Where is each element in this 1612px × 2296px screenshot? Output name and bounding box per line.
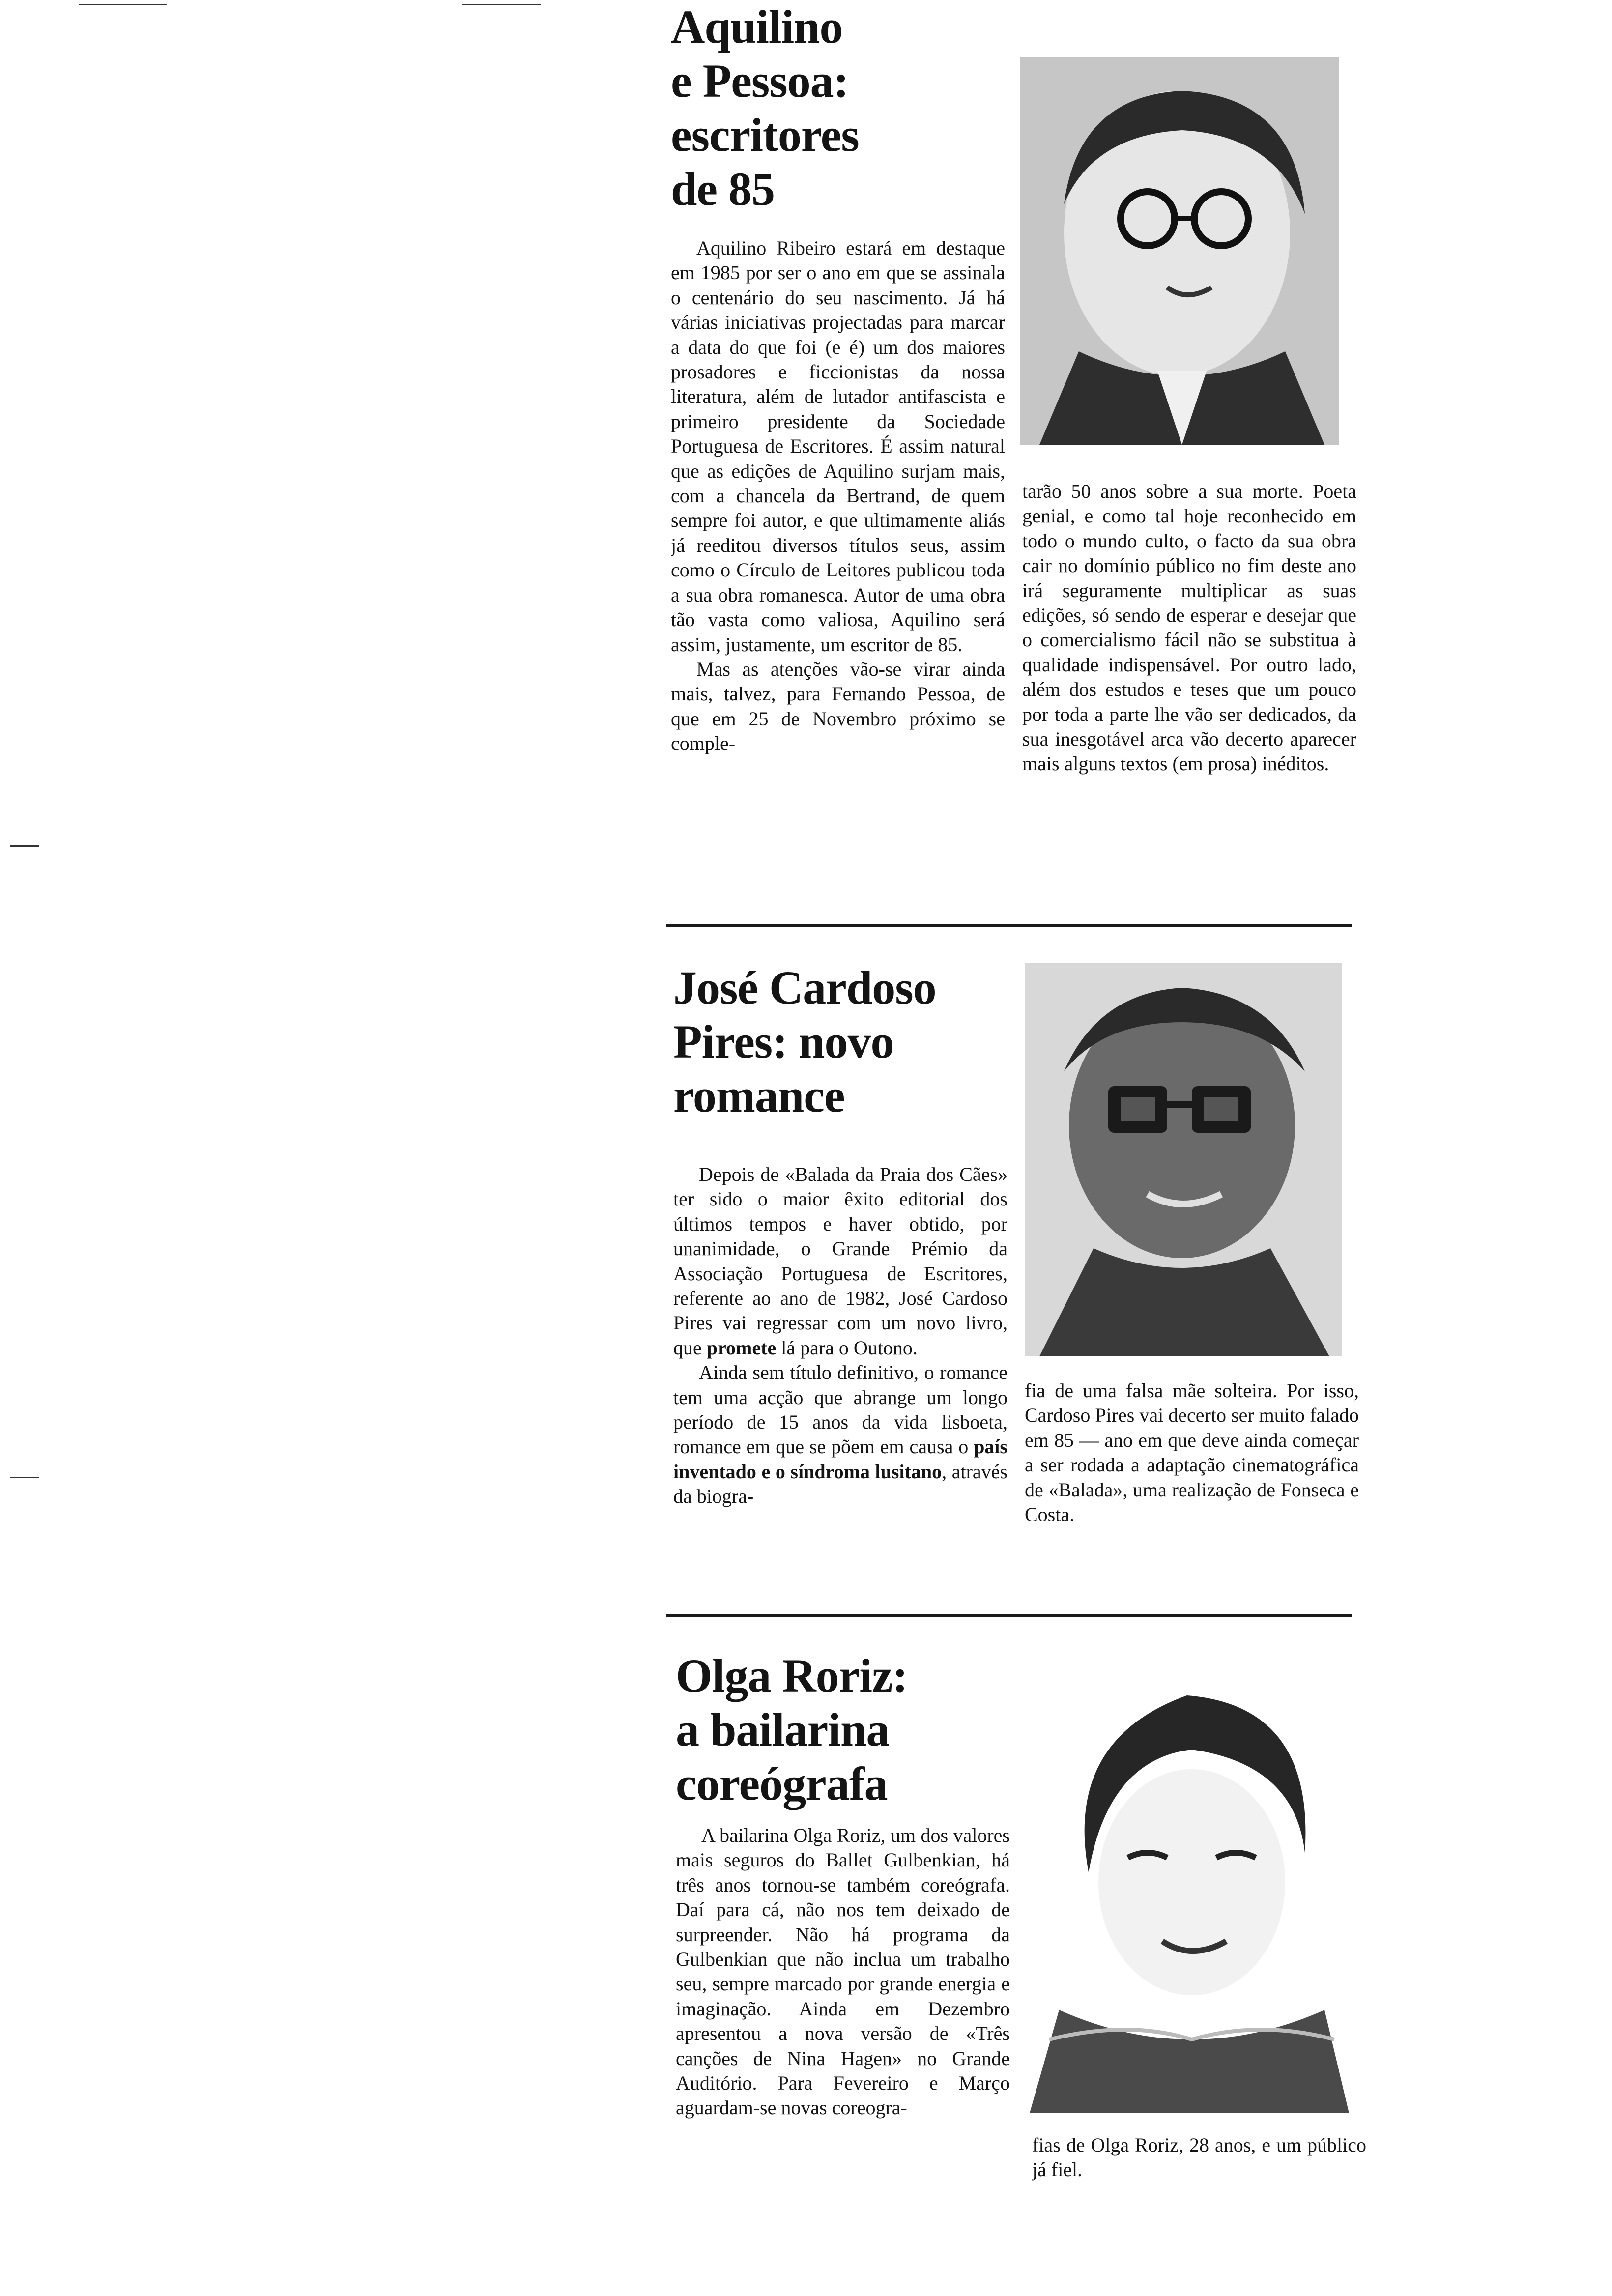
portrait-photo-cardoso-pires-icon (1025, 963, 1342, 1356)
article-cardoso-paragraph-1: Depois de «Balada da Praia dos Cães» ter sido o maior êxito editorial dos últimos tempos e haver obtido, por unanimidade, o Grande Prémio da Associação Portuguesa de Escritores, referente ao ano de 1982, José Cardoso Pires vai regressar com um novo livro, que promete lá para o Outono. (673, 1163, 1008, 1359)
article-aquilino-paragraph-2: Mas as atenções vão-se virar ainda mais, talvez, para Fernando Pessoa, de que em 25 de Novembro próximo se comple- (671, 658, 1005, 755)
headline-cardoso-pires: José Cardoso Pires: novo romance (673, 961, 936, 1122)
article-cardoso-paragraph-2: Ainda sem título definitivo, o romance tem uma acção que abrange um longo período de 15 anos da vida lisboeta, romance em que se põem em causa o país inventado e o síndroma lusitano, através da biogra- (673, 1361, 1008, 1508)
scan-mark-top-center (462, 4, 541, 5)
portrait-photo-aquilino-icon (1020, 57, 1339, 445)
scan-mark-left-1 (10, 845, 39, 847)
portrait-photo-olga-roriz (1030, 1666, 1349, 2113)
portrait-photo-olga-roriz-icon (1030, 1666, 1349, 2113)
portrait-photo-aquilino (1020, 57, 1339, 445)
article-olga-body-left (676, 1823, 1010, 2197)
article-olga-paragraph-1: A bailarina Olga Roriz, um dos valores mais seguros do Ballet Gulbenkian, há três anos tornou-se também coreógrafa. Daí para cá, não nos tem deixado de surpreender. Não há programa da Gulbenkian que não inclua um trabalho seu, sempre marcado por grande energia e imaginação. Ainda em Dezembro apresentou a nova versão de «Três canções de Nina Hagen» no Grande Auditório. Para Fevereiro e Março aguardam-se novas coreogra- (676, 1824, 1010, 2119)
article-aquilino-body-left (671, 236, 1005, 904)
headline-olga-roriz: Olga Roriz: a bailarina coreógrafa (676, 1649, 908, 1810)
article-cardoso-body-right (1025, 1378, 1359, 1585)
scan-mark-top-left (79, 4, 167, 5)
divider-rule-1 (666, 924, 1352, 927)
scan-mark-left-2 (10, 1477, 39, 1478)
portrait-photo-cardoso-pires (1025, 963, 1342, 1356)
article-olga-body-right (1032, 2133, 1366, 2197)
article-cardoso-paragraph-3: fia de uma falsa mãe solteira. Por isso, Cardoso Pires vai decerto ser muito falado em 85 — ano em que deve ainda começar a ser rodada a adaptação cinematográfica de «Balada», uma realização de Fonseca e Costa. (1025, 1379, 1359, 1526)
article-aquilino-paragraph-3: tarão 50 anos sobre a sua morte. Poeta genial, e como tal hoje reconhecido em todo o mundo culto, o facto da sua obra cair no domínio público no fim deste ano irá seguramente multiplicar as suas edições, só sendo de esperar e desejar que o comercialismo fácil não se substitua à qualidade indispensável. Por outro lado, além dos estudos e teses que um pouco por toda a parte lhe vão ser dedicados, da sua inesgotável arca vão decerto aparecer mais alguns textos (em prosa) inéditos. (1022, 480, 1356, 775)
headline-aquilino-pessoa: Aquilino e Pessoa: escritores de 85 (671, 0, 859, 215)
article-olga-paragraph-2: fias de Olga Roriz, 28 anos, e um público já fiel. (1032, 2134, 1366, 2181)
divider-rule-2 (666, 1614, 1352, 1617)
article-aquilino-body-right (1022, 479, 1356, 902)
article-aquilino-paragraph-1: Aquilino Ribeiro estará em destaque em 1985 por ser o ano em que se assinala o centenário do seu nascimento. Já há várias iniciativas projectadas para marcar a data do que foi (e é) um dos maiores prosadores e ficcionistas da nossa literatura, além de lutador antifascista e primeiro presidente da Sociedade Portuguesa de Escritores. É assim natural que as edições de Aquilino surjam mais, com a chancela da Bertrand, de quem sempre foi autor, e que ultimamente aliás já reeditou diversos títulos seus, assim como o Círculo de Leitores publicou toda a sua obra romanesca. Autor de uma obra tão vasta como valiosa, Aquilino será assim, justamente, um escritor de 85. (671, 237, 1005, 656)
article-cardoso-body-left (673, 1162, 1008, 1585)
